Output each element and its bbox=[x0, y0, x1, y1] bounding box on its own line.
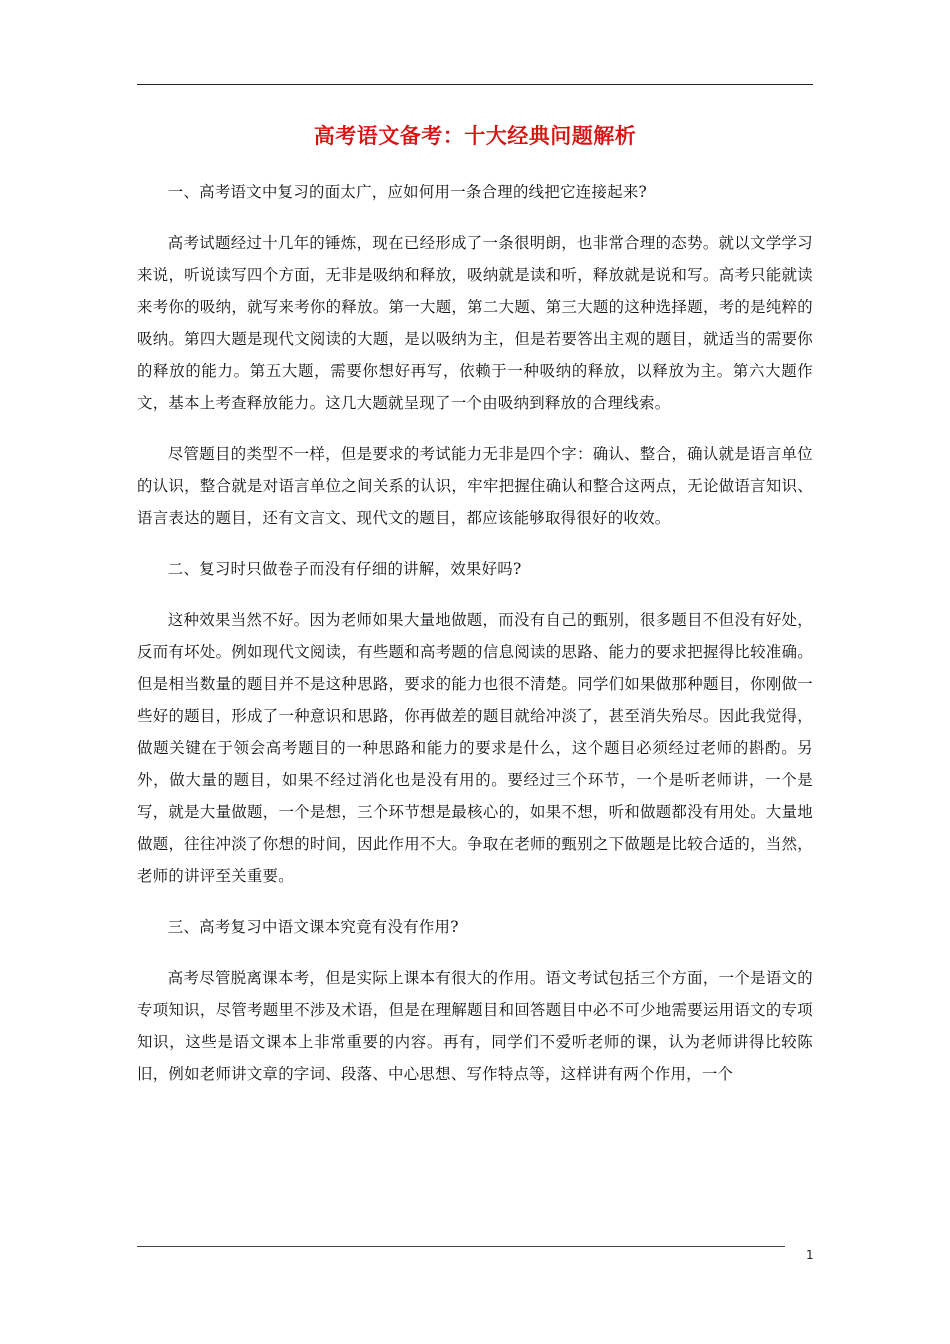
answer-3-paragraph-1: 高考尽管脱离课本考，但是实际上课本有很大的作用。语文考试包括三个方面，一个是语文的专项知识，尽管考题里不涉及术语，但是在理解题目和回答题目中必不可少地需要运用语文的专项知识，这些是语文课本上非常重要的内容。再有，同学们不爱听老师的课，认为老师讲得比较陈旧，例如老师讲文章的字词、段落、中心思想、写作特点等，这样讲有两个作用，一个 bbox=[137, 969, 813, 1083]
document-title: 高考语文备考：十大经典问题解析 bbox=[313, 124, 637, 148]
answer-1-paragraph-1: 高考试题经过十几年的锤炼，现在已经形成了一条很明朗，也非常合理的态势。就以文学学习来说，听说读写四个方面，无非是吸纳和释放，吸纳就是读和听，释放就是说和写。高考只能就读来考你的吸纳，就写来考你的释放。第一大题，第二大题、第三大题的这种选择题，考的是纯粹的吸纳。第四大题是现代文阅读的大题，是以吸纳为主，但是若要答出主观的题目，就适当的需要你的释放的能力。第五大题，需要你想好再写，依赖于一种吸纳的释放，以释放为主。第六大题作文，基本上考查释放能力。这几大题就呈现了一个由吸纳到释放的合理线索。 bbox=[137, 234, 813, 412]
footer-rule bbox=[137, 1246, 785, 1247]
header-rule bbox=[137, 84, 813, 85]
answer-1-paragraph-2: 尽管题目的类型不一样，但是要求的考试能力无非是四个字：确认、整合，确认就是语言单位的认识，整合就是对语言单位之间关系的认识，牢牢把握住确认和整合这两点，无论做语言知识、语言表达的题目，还有文言文、现代文的题目，都应该能够取得很好的收效。 bbox=[137, 445, 813, 527]
question-2: 二、复习时只做卷子而没有仔细的讲解，效果好吗? bbox=[167, 560, 522, 578]
document-body bbox=[137, 176, 813, 1109]
question-3: 三、高考复习中语文课本究竟有没有作用? bbox=[167, 918, 459, 936]
page-number: 1 bbox=[806, 1248, 814, 1262]
question-1: 一、高考语文中复习的面太广，应如何用一条合理的线把它连接起来? bbox=[167, 183, 648, 201]
answer-2-paragraph-1: 这种效果当然不好。因为老师如果大量地做题，而没有自己的甄别，很多题目不但没有好处，反而有坏处。例如现代文阅读，有些题和高考题的信息阅读的思路、能力的要求把握得比较准确。但是相当数量的题目并不是这种思路，要求的能力也很不清楚。同学们如果做那种题目，你刚做一些好的题目，形成了一种意识和思路，你再做差的题目就给冲淡了，甚至消失殆尽。因此我觉得，做题关键在于领会高考题目的一种思路和能力的要求是什么，这个题目必须经过老师的斟酌。另外，做大量的题目，如果不经过消化也是没有用的。要经过三个环节，一个是听老师讲，一个是写，就是大量做题，一个是想，三个环节想是最核心的，如果不想，听和做题都没有用处。大量地做题，往往冲淡了你想的时间，因此作用不大。争取在老师的甄别之下做题是比较合适的，当然，老师的讲评至关重要。 bbox=[137, 611, 813, 885]
